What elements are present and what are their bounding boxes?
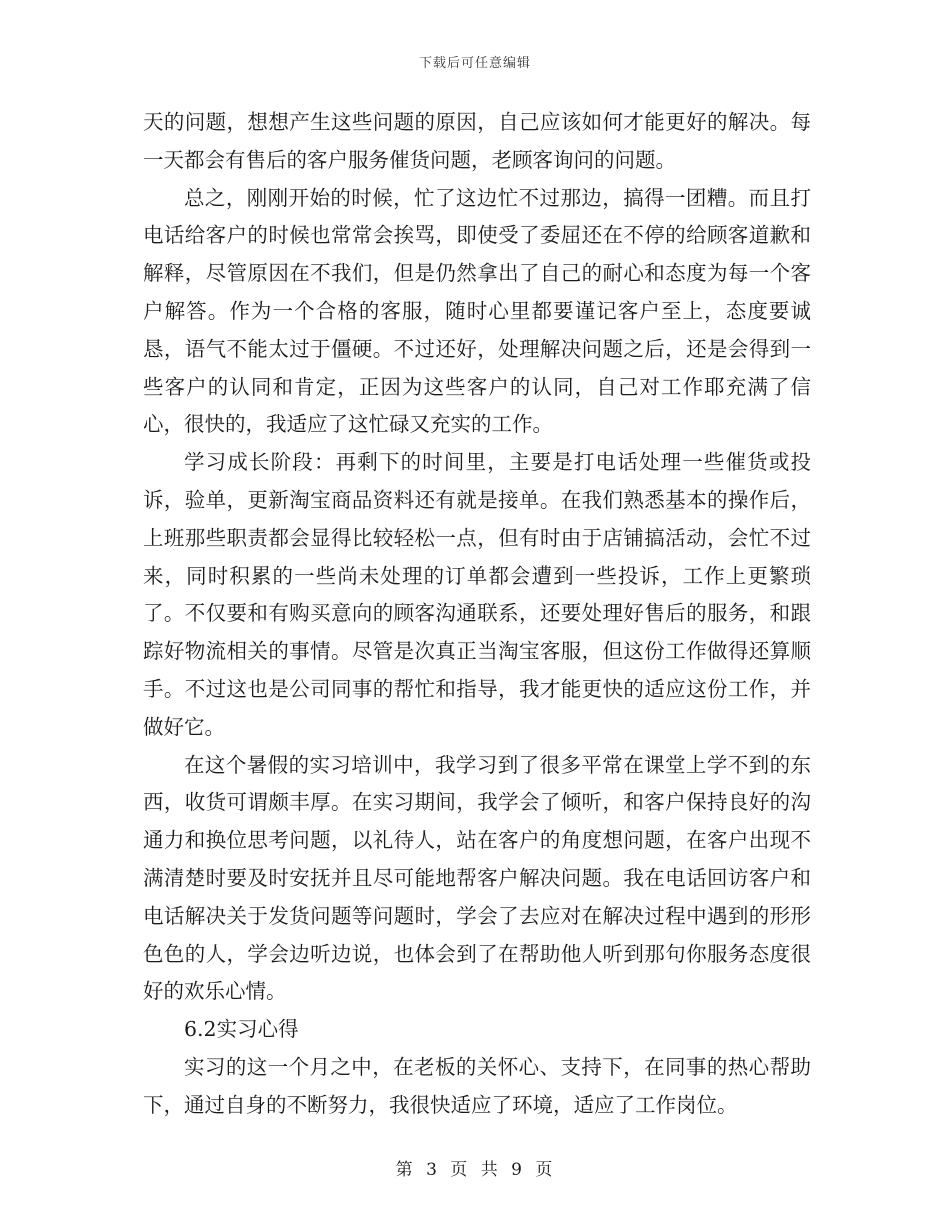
paragraph-2: 总之，刚刚开始的时候，忙了这边忙不过那边，搞得一团糟。而且打电话给客户的时候也常常会挨骂，即使受了委屈还在不停的给顾客道歉和解释，尽管原因在不我们，但是仍然拿出了自己的耐心和态度为每一个客户解答。作为一个合格的客服，随时心里都要谨记客户至上，态度要诚恳，语气不能太过于僵硬。不过还好，处理解决问题之后，还是会得到一些客户的认同和肯定，正因为这些客户的认同，自己对工作耶充满了信心，很快的，我适应了这忙碌又充实的工作。 [143,185,811,437]
paragraph-4: 在这个暑假的实习培训中，我学习到了很多平常在课堂上学不到的东西，收货可谓颇丰厚。在实习期间，我学会了倾听，和客户保持良好的沟通力和换位思考问题，以礼待人，站在客户的角度想问题，在客户出现不满清楚时要及时安抚并且尽可能地帮客户解决问题。我在电话回访客户和电话解决关于发货问题等问题时，学会了去应对在解决过程中遇到的形形色色的人，学会边听边说，也体会到了在帮助他人听到那句你服务态度很好的欢乐心情。 [143,752,811,1004]
header-note: 下载后可任意编辑 [418,56,531,71]
paragraph-1: 天的问题，想想产生这些问题的原因，自己应该如何才能更好的解决。每一天都会有售后的客户服务催货问题，老顾客询问的问题。 [143,110,811,172]
section-heading: 6.2实习心得 [184,1017,299,1042]
paragraph-3: 学习成长阶段：再剩下的时间里，主要是打电话处理一些催货或投诉，验单，更新淘宝商品资料还有就是接单。在我们熟悉基本的操作后，上班那些职责都会显得比较轻松一点，但有时由于店铺搞活动，会忙不过来，同时积累的一些尚未处理的订单都会遭到一些投诉，工作上更繁琐了。不仅要和有购买意向的顾客沟通联系，还要处理好售后的服务，和跟踪好物流相关的事情。尽管是次真正当淘宝客服，但这份工作做得还算顺手。不过这也是公司同事的帮忙和指导，我才能更快的适应这份工作，并做好它。 [143,450,811,739]
page-number-footer: 第 3 页 共 9 页 [395,1160,555,1180]
paragraph-5: 实习的这一个月之中，在老板的关怀心、支持下，在同事的热心帮助下，通过自身的不断努力，我很快适应了环境，适应了工作岗位。 [143,1054,811,1117]
document-body [143,104,811,1125]
